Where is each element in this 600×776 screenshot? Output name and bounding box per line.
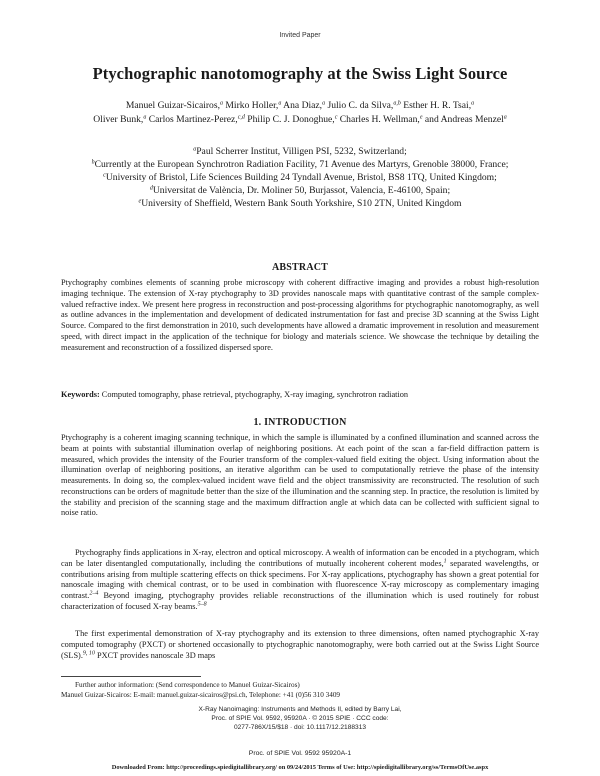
intro-paragraph-1: Ptychography is a coherent imaging scanning technique, in which the sample is illuminated by a confined illumination and scanned across the beam at points with substantial illumination overlap of neighboring positions. At each point of the scan a far-field diffraction pattern is measured, which provides the intensity of the Fourier transform of the complex-valued field exiting the object. Using information about the illumination overlap of neighboring positions, an iterative algorithm can be used to computationally retrieve the phase of the intensity measurements. In doing so, the complex-valued incident wave field and the object transmissivity are reconstructed. The resolution of such reconstructions can be orders of magnitude better than the size of the illumination and the scanning step. In practice, the resolution is limited by the stability and precision of the scanning stage and the maximum diffraction angle at which data can be collected with sufficient signal to noise ratio.	[61, 433, 539, 518]
author: Esther H. R. Tsai,$^a$	[400, 100, 475, 111]
author: Charles H. Wellman,$^e$	[337, 113, 423, 125]
affiliation: $^c$University of Bristol, Life Sciences Building 24 Tyndall Avenue, Bristol, BS8 1TQ, United Kingdom;	[103, 172, 497, 183]
citation[interactable]: 1	[443, 558, 447, 565]
author: and Andreas Menzel$^a$	[422, 113, 507, 125]
citation[interactable]: 9, 10	[82, 650, 95, 656]
abstract-text: Ptychography combines elements of scanning probe microscopy with coherent diffractive imaging and provides a robust high-resolution imaging technique. The extension of X-ray ptychography to 3D provides nanoscale maps with quantitative contrast of the sample complex-valued refractive index. We present here progress in reconstruction and post-processing algorithms for ptychographic nanotomography, as well as outline advances in the implementation and development of dedicated instrumentation for fast and precise 3D scanning at the Swiss Light Source. Compared to the first demonstration in 2010, such developments have allowed a dramatic improvement in resolution and measurement speed, with direct impact in the application of the technique for biology and materials science. We showcase the technique by detailing the measurement and reconstruction of a fossilized dispersed spore.	[61, 278, 539, 352]
page-reference: Proc. of SPIE Vol. 9592 95920A-1	[248, 750, 352, 757]
footnote-divider	[61, 676, 201, 677]
author: Carlos Martinez-Perez,$^{c,d}$	[146, 113, 245, 125]
abstract-heading: ABSTRACT	[271, 262, 329, 273]
author-footnote	[61, 681, 539, 700]
author: Manuel Guizar-Sicairos,$^a$	[125, 100, 223, 111]
citation[interactable]: 5–8	[197, 601, 207, 608]
author: Philip C. J. Donoghue,$^c$	[244, 113, 338, 125]
footnote-line: Further author information: (Send correspondence to Manuel Guizar-Sicairos)	[75, 681, 300, 689]
affiliation-list	[58, 145, 542, 210]
invited-paper-label: Invited Paper	[279, 32, 321, 39]
introduction-heading: 1. INTRODUCTION	[253, 417, 347, 428]
citation[interactable]: 2–4	[89, 590, 99, 597]
author: Julio C. da Silva,$^{a,b}$	[325, 100, 401, 111]
footnote-contact: Manuel Guizar-Sicairos: E-mail: manuel.guizar-sicairos@psi.ch, Telephone: +41 (0)56 310 3409	[61, 690, 341, 699]
affiliation: $^a$Paul Scherrer Institut, Villigen PSI, 5232, Switzerland;	[193, 146, 407, 157]
affiliation: $^d$Universitat de València, Dr. Moliner 50, Burjassot, Valencia, E-46100, Spain;	[149, 185, 451, 196]
intro-paragraph-3: The first experimental demonstration of X-ray ptychography and its extension to three dimensions, often named ptychographic X-ray computed tomography (PXCT) or shortened occasionally to ptychographic nanotomography, were both carried out at the Swiss Light Source (SLS).$^{9, 10}$ PXCT provides nanoscale 3D maps	[61, 629, 539, 660]
proceedings-citation: X-Ray Nanoimaging: Instruments and Methods II, edited by Barry Lai, Proc. of SPIE Vol. 9592, 95920A · © 2015 SPIE · CCC code: 0277-786X/15/$18 · doi: 10.1117/12.2188313	[198, 706, 402, 731]
affiliation: $^b$Currently at the European Synchrotron Radiation Facility, 71 Avenue des Martyrs, Grenoble 38000, France;	[91, 159, 509, 170]
keywords	[61, 390, 539, 401]
intro-paragraph-2: Ptychography finds applications in X-ray, electron and optical microscopy. A wealth of information can be encoded in a ptychogram, which can be later disentangled computationally, including the contributions of mutually incoherent coherent modes,$^1$ separated wavelengths, or contributions arising from multiple scattering effects on thick specimens. For X-ray applications, ptychography has shown a great potential for nanoscale imaging with chemical contrast, or to be used in combination with fluorescence X-ray microscopy as complementary imaging contrast.$^{2-4}$ Beyond imaging, ptychography provides reliable reconstructions of the illumination which is used routinely for robust characterization of focused X-ray beams.$^{5-8}$	[61, 548, 539, 611]
affiliation: $^e$University of Sheffield, Western Bank South Yorkshire, S10 2TN, United Kingdom	[138, 198, 462, 209]
paper-title: Ptychographic nanotomography at the Swiss Light Source	[92, 64, 508, 83]
author: Mirko Holler,$^a$	[223, 100, 282, 111]
download-notice[interactable]: Downloaded From: http://proceedings.spiedigitallibrary.org/ on 09/24/2015 Terms of Use: http://spiedigitallibrary.org/ss/TermsOfUse.aspx	[111, 764, 489, 771]
author-list	[60, 99, 540, 126]
author: Oliver Bunk,$^a$	[93, 113, 147, 125]
keywords-text: Computed tomography, phase retrieval, ptychography, X-ray imaging, synchrotron radiation	[99, 390, 409, 399]
keywords-label: Keywords:	[61, 390, 100, 399]
author: Ana Diaz,$^a$	[281, 100, 326, 111]
